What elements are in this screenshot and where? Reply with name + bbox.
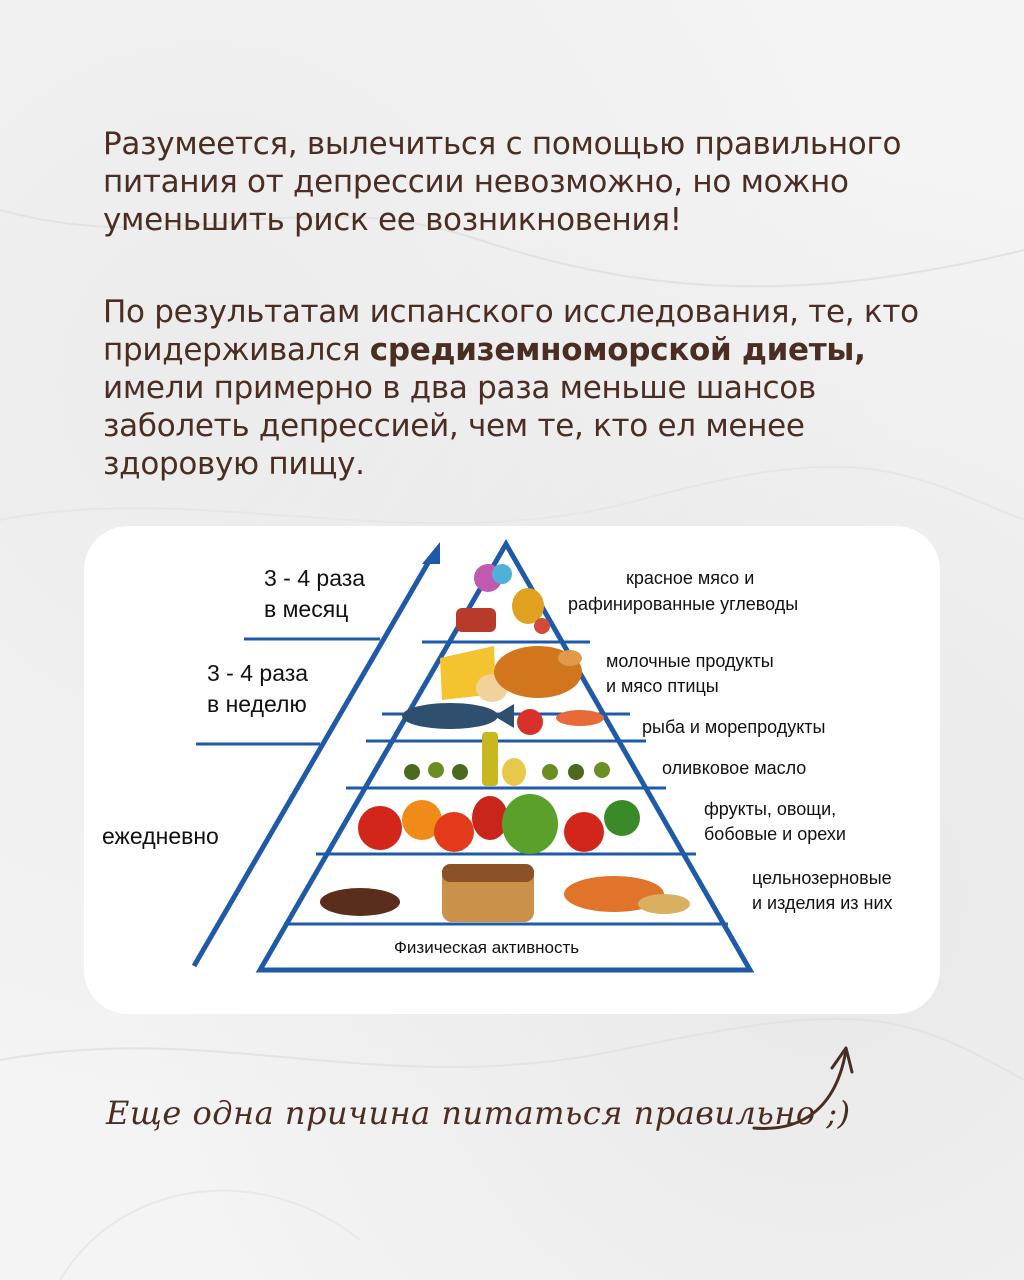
weekly-label-line1: 3 - 4 раза xyxy=(207,660,309,686)
level-grains-line1: цельнозерновые xyxy=(752,868,892,888)
pyramid-card xyxy=(84,526,940,1014)
weekly-label-line2: в неделю xyxy=(207,691,307,717)
frequency-arrow-head xyxy=(422,542,440,564)
intro-paragraph: Разумеется, вылечиться с помощью правильного питания от депрессии невозможно, но можно уменьшить риск ее возникновения! xyxy=(103,126,902,238)
level-olive-oil: оливковое масло xyxy=(662,758,807,778)
monthly-label-line1: 3 - 4 раза xyxy=(264,565,366,591)
study-paragraph xyxy=(103,293,963,483)
daily-label: ежедневно xyxy=(102,823,219,849)
level-fruits-line2: бобовые и орехи xyxy=(704,824,846,844)
level-fruits-line1: фрукты, овощи, xyxy=(704,799,837,819)
level-fish: рыба и морепродукты xyxy=(642,717,826,737)
physical-activity-label: Физическая активность xyxy=(394,938,580,957)
monthly-label-line2: в месяц xyxy=(264,596,349,622)
study-text-end: имели примерно в два раза меньше шансов заболеть депрессией, чем те, кто ел менее здоровую пищу. xyxy=(103,370,816,482)
study-text-start: По результатам испанского исследования, те, кто придерживался xyxy=(103,294,919,368)
curved-arrow-icon xyxy=(740,1040,860,1140)
level-dairy-line2: и мясо птицы xyxy=(606,676,719,696)
level-red-meat-line1: красное мясо и xyxy=(626,568,755,588)
footer-caption: Еще одна причина питаться правильно ;) xyxy=(106,1094,851,1132)
food-pyramid-diagram xyxy=(84,526,940,1014)
mediterranean-diet-highlight: средиземноморской диеты, xyxy=(369,332,866,368)
level-grains-line2: и изделия из них xyxy=(752,893,893,913)
level-dairy-line1: молочные продукты xyxy=(606,651,774,671)
level-red-meat-line2: рафинированные углеводы xyxy=(568,594,799,614)
